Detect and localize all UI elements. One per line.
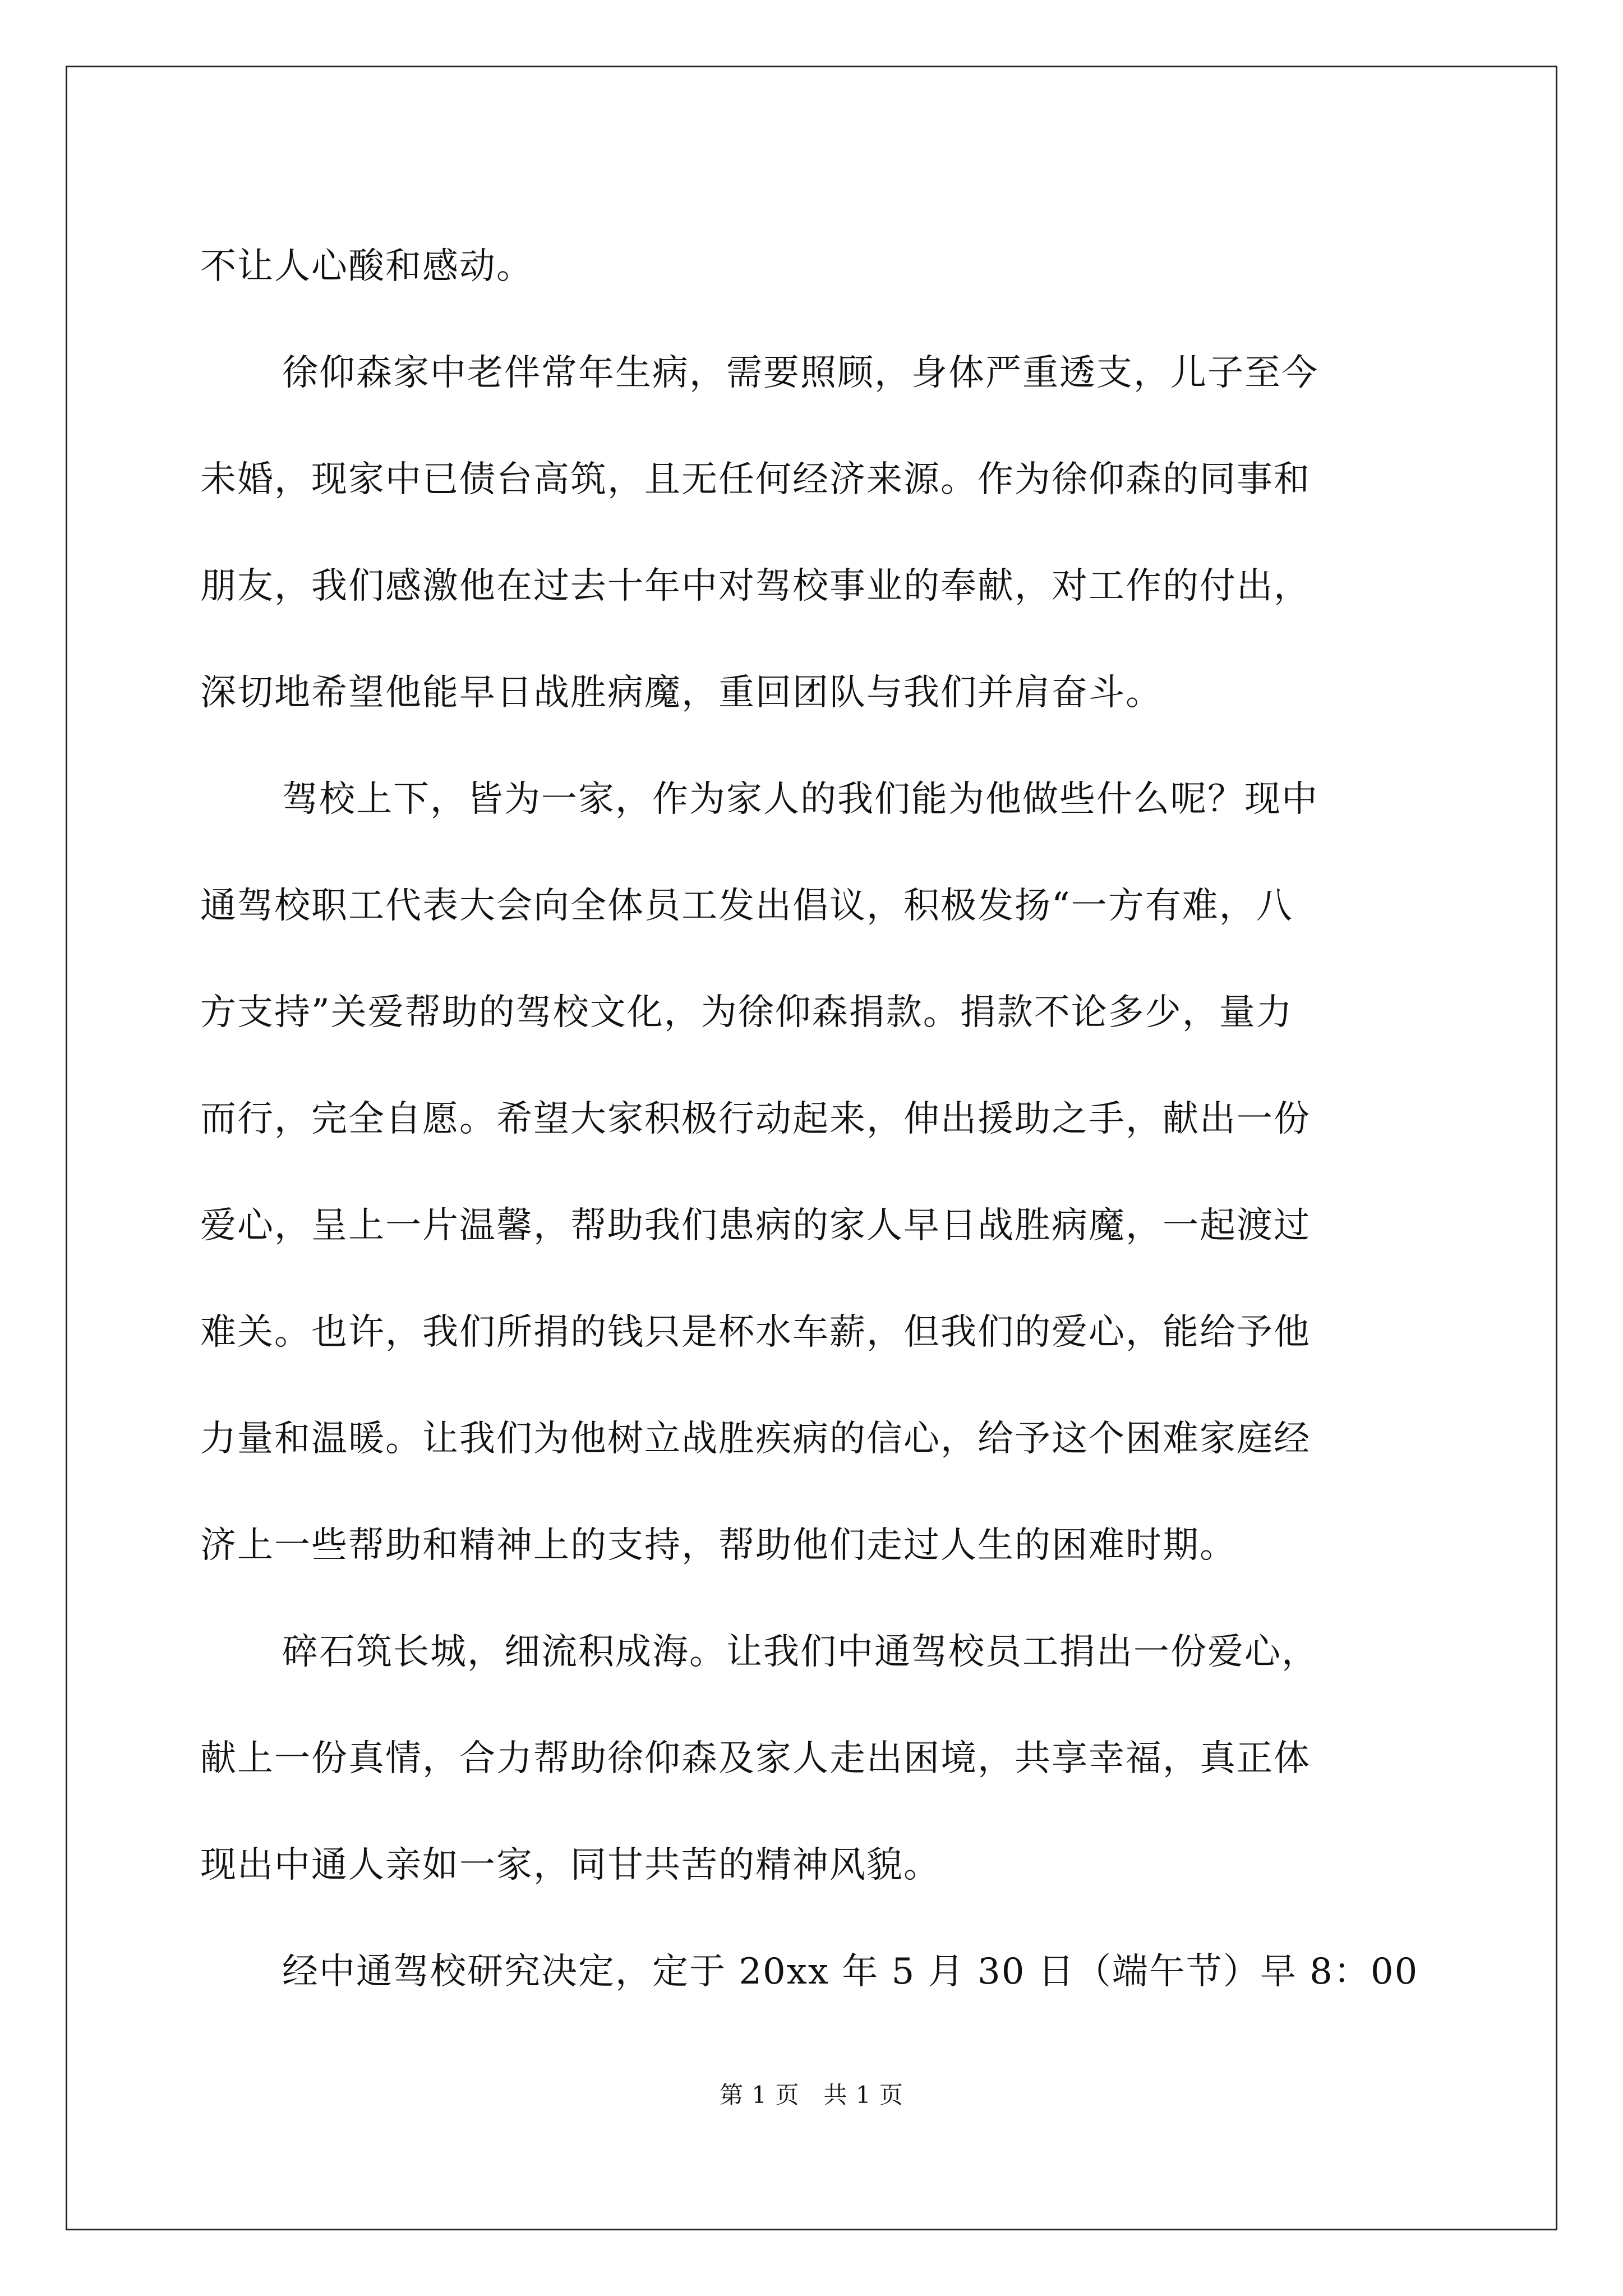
paragraph-3-line-1: 驾校上下，皆为一家，作为家人的我们能为他做些什么呢？现中 <box>282 779 1318 820</box>
paragraph-2-line-3: 朋友，我们感激他在过去十年中对驾校事业的奉献，对工作的付出， <box>200 565 1311 607</box>
paragraph-3-line-8: 济上一些帮助和精神上的支持，帮助他们走过人生的困难时期。 <box>200 1525 1237 1566</box>
page-number: 第 1 页 共 1 页 <box>720 2081 903 2109</box>
paragraph-3-line-2: 通驾校职工代表大会向全体员工发出倡议，积极发扬“一方有难，八 <box>200 885 1293 927</box>
paragraph-2-line-4: 深切地希望他能早日战胜病魔，重回团队与我们并肩奋斗。 <box>200 672 1163 714</box>
paragraph-4-line-2: 献上一份真情，合力帮助徐仰森及家人走出困境，共享幸福，真正体 <box>200 1738 1311 1779</box>
paragraph-5-line-1: 经中通驾校研究决定，定于 20xx 年 5 月 30 日（端午节）早 8：00 <box>282 1951 1419 1993</box>
paragraph-3-line-3: 方支持”关爱帮助的驾校文化，为徐仰森捐款。捐款不论多少，量力 <box>200 992 1293 1033</box>
page-footer <box>0 2078 1623 2112</box>
paragraph-1-line-1: 不让人心酸和感动。 <box>200 246 533 287</box>
paragraph-3-line-4: 而行，完全自愿。希望大家积极行动起来，伸出援助之手，献出一份 <box>200 1098 1311 1140</box>
paragraph-4-line-3: 现出中通人亲如一家，同甘共苦的精神风貌。 <box>200 1844 940 1886</box>
document-body <box>200 213 1428 2025</box>
paragraph-3-line-7: 力量和温暖。让我们为他树立战胜疾病的信心，给予这个困难家庭经 <box>200 1418 1311 1460</box>
paragraph-3-line-5: 爱心，呈上一片温馨，帮助我们患病的家人早日战胜病魔，一起渡过 <box>200 1205 1311 1246</box>
paragraph-4-line-1: 碎石筑长城，细流积成海。让我们中通驾校员工捐出一份爱心， <box>282 1631 1318 1673</box>
paragraph-2-line-1: 徐仰森家中老伴常年生病，需要照顾，身体严重透支，儿子至今 <box>282 352 1318 394</box>
paragraph-3-line-6: 难关。也许，我们所捐的钱只是杯水车薪，但我们的爱心，能给予他 <box>200 1312 1311 1353</box>
paragraph-2-line-2: 未婚，现家中已债台高筑，且无任何经济来源。作为徐仰森的同事和 <box>200 459 1311 500</box>
